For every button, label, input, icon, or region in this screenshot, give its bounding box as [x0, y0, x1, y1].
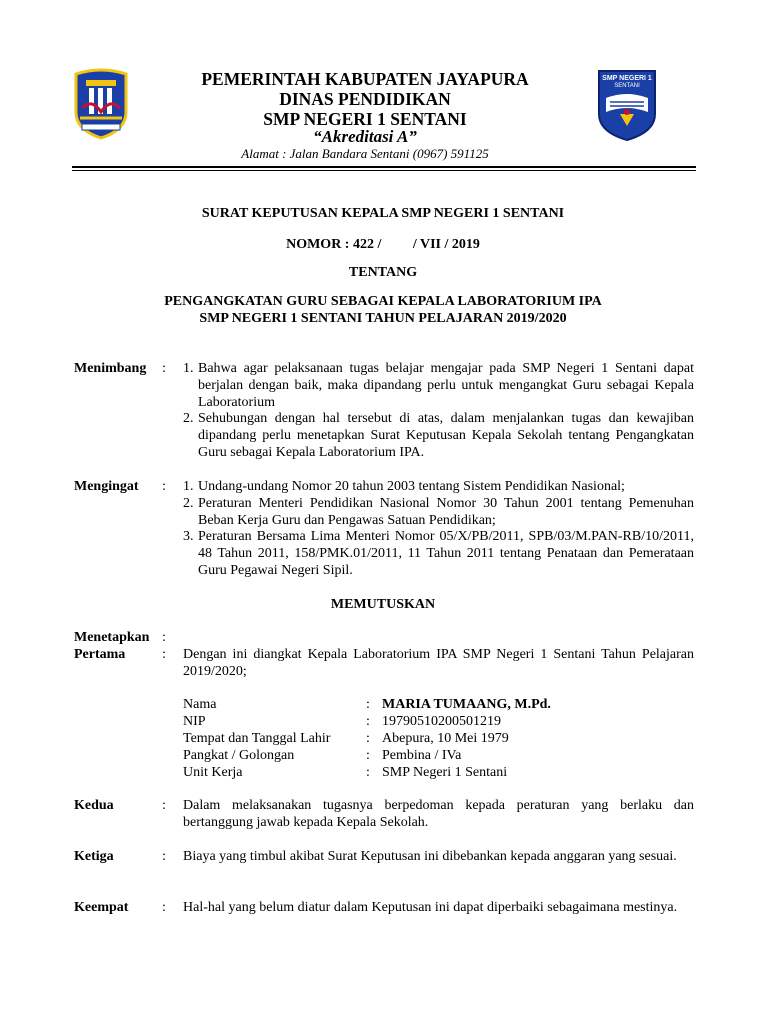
identity-colon: : — [366, 714, 370, 729]
identity-value-birth: Abepura, 10 Mei 1979 — [382, 731, 509, 746]
kedua-colon: : — [162, 798, 166, 813]
identity-key: NIP — [183, 714, 206, 729]
identity-key: Tempat dan Tanggal Lahir — [183, 731, 331, 746]
letterhead-school-text: SMP NEGERI 1 SENTANI — [263, 109, 467, 129]
menimbang-label: Menimbang — [74, 361, 147, 376]
identity-value-name: MARIA TUMAANG, M.Pd. — [382, 697, 551, 712]
keempat-colon: : — [162, 900, 166, 915]
letterhead-rule-thin — [72, 170, 696, 171]
mengingat-label: Mengingat — [74, 479, 139, 494]
letterhead-government — [140, 69, 590, 90]
list-item-text: Undang-undang Nomor 20 tahun 2003 tentang Sistem Pendidikan Nasional; — [198, 479, 625, 494]
list-item — [183, 479, 694, 496]
decree-tentang: TENTANG — [348, 265, 418, 280]
mengingat-list — [183, 479, 694, 580]
list-item — [183, 529, 694, 579]
list-item-number: 1. — [183, 479, 194, 494]
letterhead-accreditation-text: “Akreditasi A” — [313, 127, 417, 146]
ketiga-label: Ketiga — [74, 849, 114, 864]
identity-key: Nama — [183, 697, 217, 712]
letterhead-address-text: Alamat : Jalan Bandara Sentani (0967) 591125 — [241, 146, 489, 161]
ketiga-colon: : — [162, 849, 166, 864]
regency-coat-of-arms-logo — [72, 68, 130, 140]
menetapkan-colon: : — [162, 630, 166, 645]
list-item — [183, 361, 694, 411]
list-item-number: 3. — [183, 529, 194, 545]
list-item — [183, 496, 694, 530]
letterhead-rule-thick — [72, 166, 696, 168]
keempat-label: Keempat — [74, 900, 129, 915]
list-item — [183, 411, 694, 461]
letterhead-department-text: DINAS PENDIDIKAN — [279, 89, 451, 109]
list-item-text: Peraturan Menteri Pendidikan Nasional Nomor 30 Tahun 2001 tentang Pemenuhan Beban Kerja Guru dan Pengawas Satuan Pendidikan; — [198, 495, 694, 528]
list-item-number: 2. — [183, 495, 194, 511]
menimbang-list — [183, 361, 694, 462]
decree-subject-line1: PENGANGKATAN GURU SEBAGAI KEPALA LABORATORIUM IPA — [164, 294, 602, 309]
identity-value-rank: Pembina / IVa — [382, 748, 462, 763]
identity-colon: : — [366, 748, 370, 763]
school-logo-text-2: SENTANI — [614, 83, 640, 89]
identity-colon: : — [366, 731, 370, 746]
menetapkan-label: Menetapkan — [74, 630, 150, 645]
kedua-label: Kedua — [74, 798, 114, 813]
decree-title: SURAT KEPUTUSAN KEPALA SMP NEGERI 1 SENTANI — [201, 206, 565, 221]
list-item-text: Bahwa agar pelaksanaan tugas belajar mengajar pada SMP Negeri 1 Sentani dapat berjalan dengan baik, maka dipandang perlu untuk mengangkat Guru sebagai Kepala Laboratorium — [198, 361, 694, 410]
school-logo — [596, 68, 658, 142]
pertama-label: Pertama — [74, 647, 126, 662]
identity-value-unit: SMP Negeri 1 Sentani — [382, 765, 508, 780]
list-item-number: 2. — [183, 411, 194, 427]
decree-number: NOMOR : 422 / / VII / 2019 — [286, 237, 480, 252]
identity-key: Unit Kerja — [183, 765, 243, 780]
letterhead-government-text: PEMERINTAH KABUPATEN JAYAPURA — [201, 69, 529, 89]
identity-value-nip: 19790510200501219 — [382, 714, 501, 729]
memutuskan-heading: MEMUTUSKAN — [330, 597, 436, 612]
list-item-number: 1. — [183, 361, 194, 376]
letterhead-address — [140, 146, 590, 162]
identity-colon: : — [366, 765, 370, 780]
letterhead-accreditation — [140, 127, 590, 147]
letterhead-department — [140, 89, 590, 110]
decree-subject-line2: SMP NEGERI 1 SENTANI TAHUN PELAJARAN 2019/2020 — [199, 311, 567, 326]
mengingat-colon: : — [162, 479, 166, 494]
identity-key: Pangkat / Golongan — [183, 748, 295, 763]
list-item-text: Sehubungan dengan hal tersebut di atas, dalam menjalankan tugas dan kewajiban dipandang perlu menetapkan Surat Keputusan Kepala Sekolah tentang Pengangkatan Guru sebagai Kepala Laboratorium IPA. — [198, 411, 694, 460]
pertama-colon: : — [162, 647, 166, 662]
list-item-text: Peraturan Bersama Lima Menteri Nomor 05/X/PB/2011, SPB/03/M.PAN-RB/10/2011, 48 Tahun 2011, 158/PMK.01/2011, 11 Tahun 2011 tentang Penataan dan Pemerataan Guru Pegawai Negeri Sipil. — [198, 529, 694, 578]
identity-colon: : — [366, 697, 370, 712]
kedua-text: Dalam melaksanakan tugasnya berpedoman kepada peraturan yang berlaku dan bertanggung jawab kepada Kepala Sekolah. — [183, 798, 694, 830]
pertama-text: Dengan ini diangkat Kepala Laboratorium IPA SMP Negeri 1 Sentani Tahun Pelajaran 2019/2020; — [183, 647, 694, 679]
ketiga-text: Biaya yang timbul akibat Surat Keputusan ini dibebankan kepada anggaran yang sesuai. — [183, 849, 677, 864]
menimbang-colon: : — [162, 361, 166, 376]
keempat-text: Hal-hal yang belum diatur dalam Keputusan ini dapat diperbaiki sebagaimana mestinya. — [183, 900, 678, 915]
school-logo-text-1: SMP NEGERI 1 — [602, 75, 652, 82]
